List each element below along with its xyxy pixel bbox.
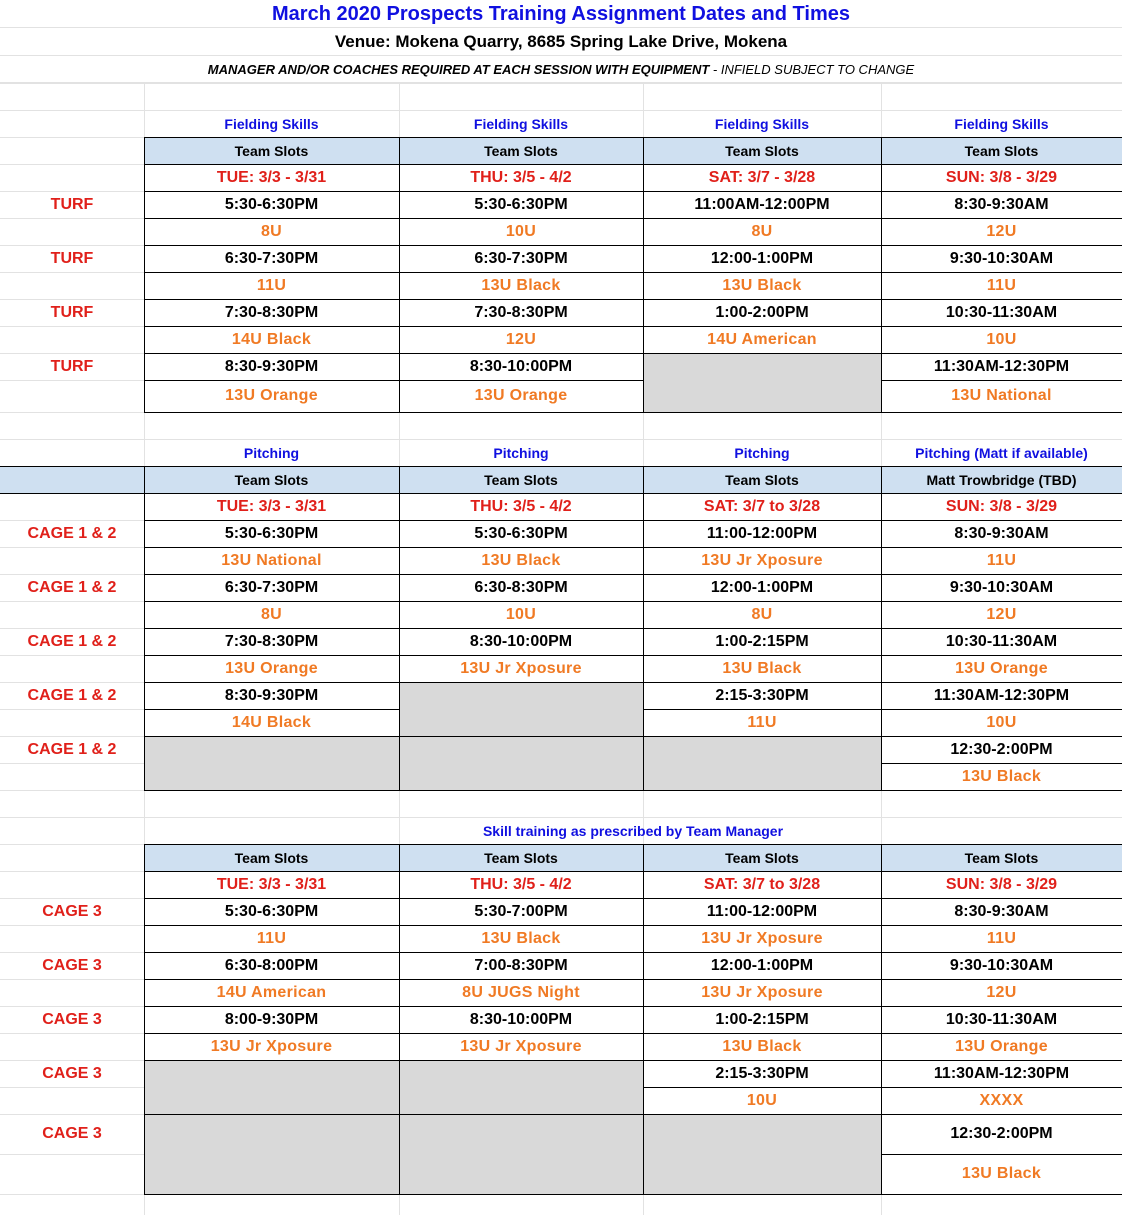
gridline [0,83,1122,84]
team-slot: 14U Black [231,330,312,348]
location-label: CAGE 3 [42,1064,102,1082]
table-border [144,137,1122,138]
day-range: THU: 3/5 - 4/2 [470,497,572,515]
location-label: TURF [50,303,94,321]
team-slot: 13U National [221,551,322,569]
table-border [643,547,882,548]
slot-header: Team Slots [399,137,643,164]
day-range: TUE: 3/3 - 3/31 [216,497,327,515]
table-border [144,1114,1122,1115]
table-border [643,326,882,327]
team-slot: 11U [986,276,1017,294]
section-label: Fielding Skills [473,115,569,132]
team-slot: 10U [746,1091,778,1109]
empty-slot [643,736,881,790]
location-label: CAGE 1 & 2 [27,578,117,596]
team-slot: 13U National [951,387,1052,404]
location-label: TURF [50,195,94,213]
time-slot: 7:30-8:30PM [474,303,568,321]
table-border [399,137,400,412]
team-slot: 12U [986,983,1017,1001]
team-slot: 13U Black [481,551,561,569]
team-slot: 11U [747,713,777,731]
table-border [643,218,882,219]
requirement-note-bold: MANAGER AND/OR COACHES REQUIRED AT EACH SESSION WITH EQUIPMENT [207,62,710,77]
team-slot: XXXX [979,1091,1024,1109]
location-label: CAGE 1 & 2 [27,686,117,704]
table-border [144,380,400,381]
day-range: SUN: 3/8 - 3/29 [945,497,1058,515]
team-slot: 14U American [216,983,327,1001]
section-label: Pitching [734,444,790,461]
time-slot: 5:30-6:30PM [474,195,568,213]
time-slot: 8:30-9:30AM [954,524,1049,542]
empty-slot [399,1060,643,1114]
header-band [0,466,144,493]
time-slot: 6:30-7:30PM [224,578,319,596]
day-range: TUE: 3/3 - 3/31 [216,168,327,186]
time-slot: 7:00-8:30PM [474,956,568,974]
table-border [399,218,644,219]
empty-slot [144,1114,399,1194]
team-slot: 13U Orange [955,1037,1048,1055]
location-label: TURF [50,249,94,267]
table-border [881,272,1122,273]
table-border [144,245,1122,246]
team-slot: 10U [505,605,537,623]
table-border [144,466,145,790]
page-title: March 2020 Prospects Training Assignment Dates and Times [0,0,1122,28]
time-slot: 10:30-11:30AM [945,303,1058,321]
location-label: CAGE 3 [42,956,102,974]
time-slot: 1:00-2:15PM [715,1010,809,1028]
time-slot: 2:15-3:30PM [715,686,809,704]
team-slot: 10U [505,222,537,240]
table-border [399,380,644,381]
table-border [144,682,1122,683]
table-border [0,466,1122,467]
team-slot: 10U [986,713,1017,731]
table-border [399,1033,644,1034]
team-slot: 12U [505,330,537,348]
time-slot: 9:30-10:30AM [949,249,1054,267]
table-border [881,925,1122,926]
table-border [399,844,400,1194]
table-border [144,844,1122,845]
team-slot: 14U American [707,330,817,348]
table-border [399,979,644,980]
slot-header: Team Slots [399,466,643,493]
table-border [144,272,400,273]
time-slot: 8:30-10:00PM [469,1010,573,1028]
slot-header: Team Slots [643,844,881,871]
time-slot: 7:30-8:30PM [224,632,319,650]
slot-header: Team Slots [399,844,643,871]
team-slot: 13U Orange [225,659,318,677]
table-border [643,272,882,273]
empty-slot [643,1114,881,1194]
team-slot: 13U Black [722,276,802,294]
table-border [144,736,1122,737]
team-slot: 11U [256,929,287,947]
location-label: CAGE 3 [42,1010,102,1028]
section-label: Fielding Skills [714,115,810,132]
table-border [399,925,644,926]
table-border [643,709,882,710]
table-border [144,299,1122,300]
team-slot: 8U [751,222,773,240]
team-slot: 13U Black [481,929,561,947]
table-border [144,164,1122,165]
table-border [144,1194,1122,1195]
table-border [144,1060,1122,1061]
time-slot: 9:30-10:30AM [949,578,1054,596]
slot-header: Team Slots [643,137,881,164]
section-label: Pitching [493,444,549,461]
empty-slot [399,682,643,736]
slot-header: Team Slots [144,466,399,493]
table-border [144,412,1122,413]
day-range: SAT: 3/7 to 3/28 [703,497,821,515]
day-range: SAT: 3/7 to 3/28 [703,875,821,893]
team-slot: 13U Orange [225,387,318,404]
location-label: CAGE 1 & 2 [27,524,117,542]
table-border [144,601,400,602]
table-border [881,1154,1122,1155]
time-slot: 5:30-6:30PM [224,902,319,920]
table-border [881,380,1122,381]
table-border [881,763,1122,764]
table-border [399,655,644,656]
table-border [881,979,1122,980]
table-border [881,655,1122,656]
slot-header: Matt Trowbridge (TBD) [881,466,1122,493]
team-slot: 11U [256,276,287,294]
time-slot: 9:30-10:30AM [949,956,1054,974]
location-label: CAGE 1 & 2 [27,740,117,758]
table-border [881,1033,1122,1034]
slot-header: Team Slots [144,137,399,164]
table-border [144,547,400,548]
team-slot: 14U Black [231,713,312,731]
time-slot: 8:30-9:30PM [224,686,319,704]
empty-slot [399,736,643,790]
slot-header: Team Slots [643,466,881,493]
time-slot: 12:00-1:00PM [710,249,814,267]
team-slot: 13U Orange [474,387,568,404]
table-border [643,979,882,980]
venue-line: Venue: Mokena Quarry, 8685 Spring Lake Drive, Mokena [0,28,1122,56]
team-slot: 12U [986,222,1017,240]
section-label: Pitching [243,444,300,461]
time-slot: 6:30-7:30PM [224,249,319,267]
time-slot: 8:30-10:00PM [469,632,573,650]
team-slot: 11U [986,551,1017,569]
location-label: CAGE 3 [42,1125,102,1142]
table-border [144,574,1122,575]
table-border [399,547,644,548]
table-border [144,520,1122,521]
team-slot: 8U [260,222,283,240]
time-slot: 8:30-9:30AM [954,902,1049,920]
table-border [144,790,1122,791]
table-border [399,601,644,602]
time-slot: 5:30-6:30PM [224,524,319,542]
team-slot: 13U Jr Xposure [460,1037,582,1055]
time-slot: 2:15-3:30PM [715,1064,809,1082]
table-border [144,871,1122,872]
time-slot: 5:30-6:30PM [474,524,568,542]
table-border [144,326,400,327]
table-border [144,979,400,980]
time-slot: 8:30-9:30AM [954,195,1049,213]
table-border [643,466,644,790]
table-border [881,218,1122,219]
table-border [643,137,644,412]
time-slot: 7:30-8:30PM [224,303,319,321]
team-slot: 13U Jr Xposure [460,659,582,677]
time-slot: 11:30AM-12:30PM [933,1064,1070,1082]
table-border [144,925,400,926]
table-border [881,326,1122,327]
table-border [399,326,644,327]
team-slot: 13U Black [722,659,802,677]
table-border [0,493,1122,494]
time-slot: 6:30-7:30PM [474,249,568,267]
table-border [144,1006,1122,1007]
table-border [643,601,882,602]
time-slot: 6:30-8:30PM [474,578,568,596]
location-label: CAGE 3 [42,902,102,920]
empty-slot [399,1114,643,1194]
team-slot: 8U [751,605,773,623]
team-slot: 8U [260,605,283,623]
time-slot: 8:00-9:30PM [224,1010,319,1028]
table-border [144,628,1122,629]
team-slot: 8U JUGS Night [462,983,580,1001]
day-range: SAT: 3/7 - 3/28 [708,168,816,186]
time-slot: 5:30-7:00PM [474,902,568,920]
table-border [144,218,400,219]
time-slot: 10:30-11:30AM [945,632,1058,650]
time-slot: 11:00AM-12:00PM [694,195,830,213]
table-border [399,466,400,790]
team-slot: 13U Jr Xposure [210,1037,333,1055]
team-slot: 13U Black [481,276,561,294]
table-border [144,952,1122,953]
table-border [881,1087,1122,1088]
table-border [881,709,1122,710]
empty-slot [643,353,881,412]
time-slot: 11:30AM-12:30PM [933,357,1070,375]
team-slot: 13U Black [722,1037,802,1055]
team-slot: 13U Black [961,767,1042,785]
time-slot: 11:30AM-12:30PM [933,686,1070,704]
time-slot: 1:00-2:15PM [715,632,809,650]
requirement-note-rest: - INFIELD SUBJECT TO CHANGE [709,62,915,77]
team-slot: 11U [986,929,1017,947]
team-slot: 12U [986,605,1017,623]
section-label: Fielding Skills [954,115,1049,132]
table-border [643,1033,882,1034]
table-border [643,925,882,926]
table-border [144,191,1122,192]
time-slot: 1:00-2:00PM [715,303,809,321]
table-border [144,709,400,710]
table-border [881,844,882,1194]
table-border [881,466,882,790]
table-border [643,844,644,1194]
time-slot: 8:30-10:00PM [469,357,573,375]
empty-slot [144,1060,399,1114]
time-slot: 12:00-1:00PM [710,578,814,596]
team-slot: 13U Jr Xposure [701,929,823,947]
section-label: Pitching (Matt if available) [915,444,1088,461]
day-range: SUN: 3/8 - 3/29 [945,168,1058,186]
team-slot: 13U Orange [955,659,1048,677]
table-border [643,1087,882,1088]
slot-header: Team Slots [144,844,399,871]
time-slot: 12:30-2:00PM [950,1125,1053,1142]
table-border [144,898,1122,899]
table-border [144,1033,400,1034]
table-border [144,353,1122,354]
section-title: Skill training as prescribed by Team Manager [482,822,784,839]
time-slot: 6:30-8:00PM [224,956,319,974]
slot-header: Team Slots [881,844,1122,871]
slot-header: Team Slots [881,137,1122,164]
team-slot: 13U Jr Xposure [701,983,823,1001]
time-slot: 12:00-1:00PM [710,956,814,974]
table-border [144,655,400,656]
day-range: TUE: 3/3 - 3/31 [216,875,327,893]
table-border [881,601,1122,602]
table-border [144,844,145,1194]
time-slot: 5:30-6:30PM [224,195,319,213]
time-slot: 10:30-11:30AM [945,1010,1058,1028]
team-slot: 13U Jr Xposure [701,551,823,569]
empty-slot [144,736,399,790]
section-label: Fielding Skills [224,115,319,132]
location-label: CAGE 1 & 2 [27,632,117,650]
time-slot: 11:00-12:00PM [706,902,818,920]
day-range: THU: 3/5 - 4/2 [470,168,572,186]
table-border [399,272,644,273]
team-slot: 10U [986,330,1017,348]
table-border [881,547,1122,548]
time-slot: 11:00-12:00PM [706,524,818,542]
day-range: SUN: 3/8 - 3/29 [945,875,1058,893]
table-border [881,137,882,412]
day-range: THU: 3/5 - 4/2 [470,875,572,893]
time-slot: 8:30-9:30PM [224,357,319,375]
location-label: TURF [50,357,94,375]
table-border [144,137,145,412]
time-slot: 12:30-2:00PM [950,740,1053,758]
team-slot: 13U Black [961,1165,1042,1182]
table-border [643,655,882,656]
